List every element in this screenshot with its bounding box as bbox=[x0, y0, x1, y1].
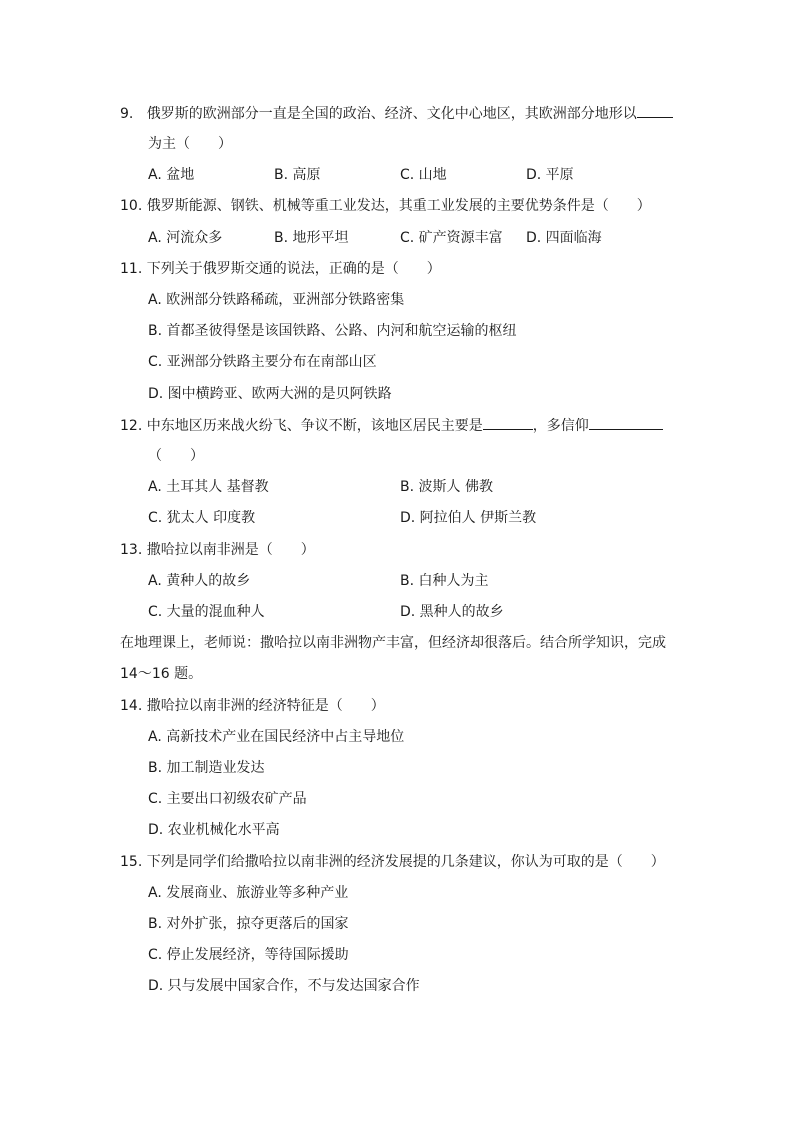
question-text: 撒哈拉以南非洲是（ ） bbox=[146, 542, 315, 558]
q15-option-d: D. 只与发展中国家合作，不与发达国家合作 bbox=[148, 978, 420, 994]
question-text: 中东地区历来战火纷飞、争议不断，该地区居民主要是 bbox=[146, 418, 483, 434]
question-11-stem bbox=[120, 259, 441, 279]
q10-option-c: C. 矿产资源丰富 bbox=[400, 230, 503, 246]
intro-paragraph-line-2: 14～16 题。 bbox=[120, 666, 203, 682]
question-number: 14. bbox=[120, 698, 143, 714]
question-text: 下列关于俄罗斯交通的说法，正确的是（ ） bbox=[146, 261, 441, 277]
question-14-stem bbox=[120, 696, 385, 716]
q13-option-a: A. 黄种人的故乡 bbox=[148, 573, 251, 589]
q9-option-d: D. 平原 bbox=[526, 167, 574, 183]
question-text: 撒哈拉以南非洲的经济特征是（ ） bbox=[146, 698, 385, 714]
question-9-stem bbox=[120, 103, 673, 124]
question-number: 11. bbox=[120, 261, 143, 277]
question-number: 9. bbox=[120, 106, 134, 122]
question-number: 12. bbox=[120, 418, 143, 434]
question-number: 15. bbox=[120, 854, 143, 870]
q14-option-d: D. 农业机械化水平高 bbox=[148, 822, 280, 838]
question-number: 13. bbox=[120, 542, 143, 558]
question-13-stem bbox=[120, 540, 315, 560]
q14-option-c: C. 主要出口初级农矿产品 bbox=[148, 791, 307, 807]
q15-option-a: A. 发展商业、旅游业等多种产业 bbox=[148, 885, 349, 901]
question-15-stem bbox=[120, 852, 665, 872]
q9-option-b: B. 高原 bbox=[274, 167, 321, 183]
q11-option-b: B. 首都圣彼得堡是该国铁路、公路、内河和航空运输的枢纽 bbox=[148, 323, 517, 339]
q12-option-b: B. 波斯人 佛教 bbox=[400, 479, 493, 495]
question-12-stem bbox=[120, 415, 663, 436]
question-text: 俄罗斯的欧洲部分一直是全国的政治、经济、文化中心地区，其欧洲部分地形以 bbox=[146, 106, 637, 122]
question-10-stem bbox=[120, 196, 651, 216]
q13-option-c: C. 大量的混血种人 bbox=[148, 604, 265, 620]
q14-option-a: A. 高新技术产业在国民经济中占主导地位 bbox=[148, 729, 405, 745]
q12-option-d: D. 阿拉伯人 伊斯兰教 bbox=[400, 510, 537, 526]
question-text: 俄罗斯能源、钢铁、机械等重工业发达，其重工业发展的主要优势条件是（ ） bbox=[146, 198, 651, 214]
q11-option-a: A. 欧洲部分铁路稀疏，亚洲部分铁路密集 bbox=[148, 292, 405, 308]
q13-option-d: D. 黑种人的故乡 bbox=[400, 604, 504, 620]
q13-option-b: B. 白种人为主 bbox=[400, 573, 489, 589]
q9-option-c: C. 山地 bbox=[400, 167, 447, 183]
intro-paragraph-line-1: 在地理课上，老师说：撒哈拉以南非洲物产丰富，但经济却很落后。结合所学知识，完成 bbox=[120, 635, 666, 651]
q15-option-c: C. 停止发展经济，等待国际援助 bbox=[148, 947, 349, 963]
q10-option-b: B. 地形平坦 bbox=[274, 230, 349, 246]
q12-option-a: A. 土耳其人 基督教 bbox=[148, 479, 269, 495]
fill-blank bbox=[483, 415, 533, 430]
q11-option-c: C. 亚洲部分铁路主要分布在南部山区 bbox=[148, 354, 377, 370]
question-12-stem-cont bbox=[148, 446, 204, 466]
question-number: 10. bbox=[120, 198, 143, 214]
question-9-stem-cont bbox=[148, 134, 232, 154]
q15-option-b: B. 对外扩张，掠夺更落后的国家 bbox=[148, 916, 349, 932]
q11-option-d: D. 图中横跨亚、欧两大洲的是贝阿铁路 bbox=[148, 386, 392, 402]
question-text: （ ） bbox=[148, 448, 204, 464]
q9-option-a: A. 盆地 bbox=[148, 167, 195, 183]
fill-blank bbox=[589, 415, 663, 430]
q10-option-a: A. 河流众多 bbox=[148, 230, 223, 246]
question-text: 下列是同学们给撒哈拉以南非洲的经济发展提的几条建议，你认为可取的是（ ） bbox=[146, 854, 665, 870]
question-text: ，多信仰 bbox=[532, 418, 589, 434]
question-text: 为主（ ） bbox=[148, 136, 232, 152]
fill-blank bbox=[637, 103, 673, 118]
q10-option-d: D. 四面临海 bbox=[526, 230, 602, 246]
q12-option-c: C. 犹太人 印度教 bbox=[148, 510, 256, 526]
q14-option-b: B. 加工制造业发达 bbox=[148, 760, 265, 776]
